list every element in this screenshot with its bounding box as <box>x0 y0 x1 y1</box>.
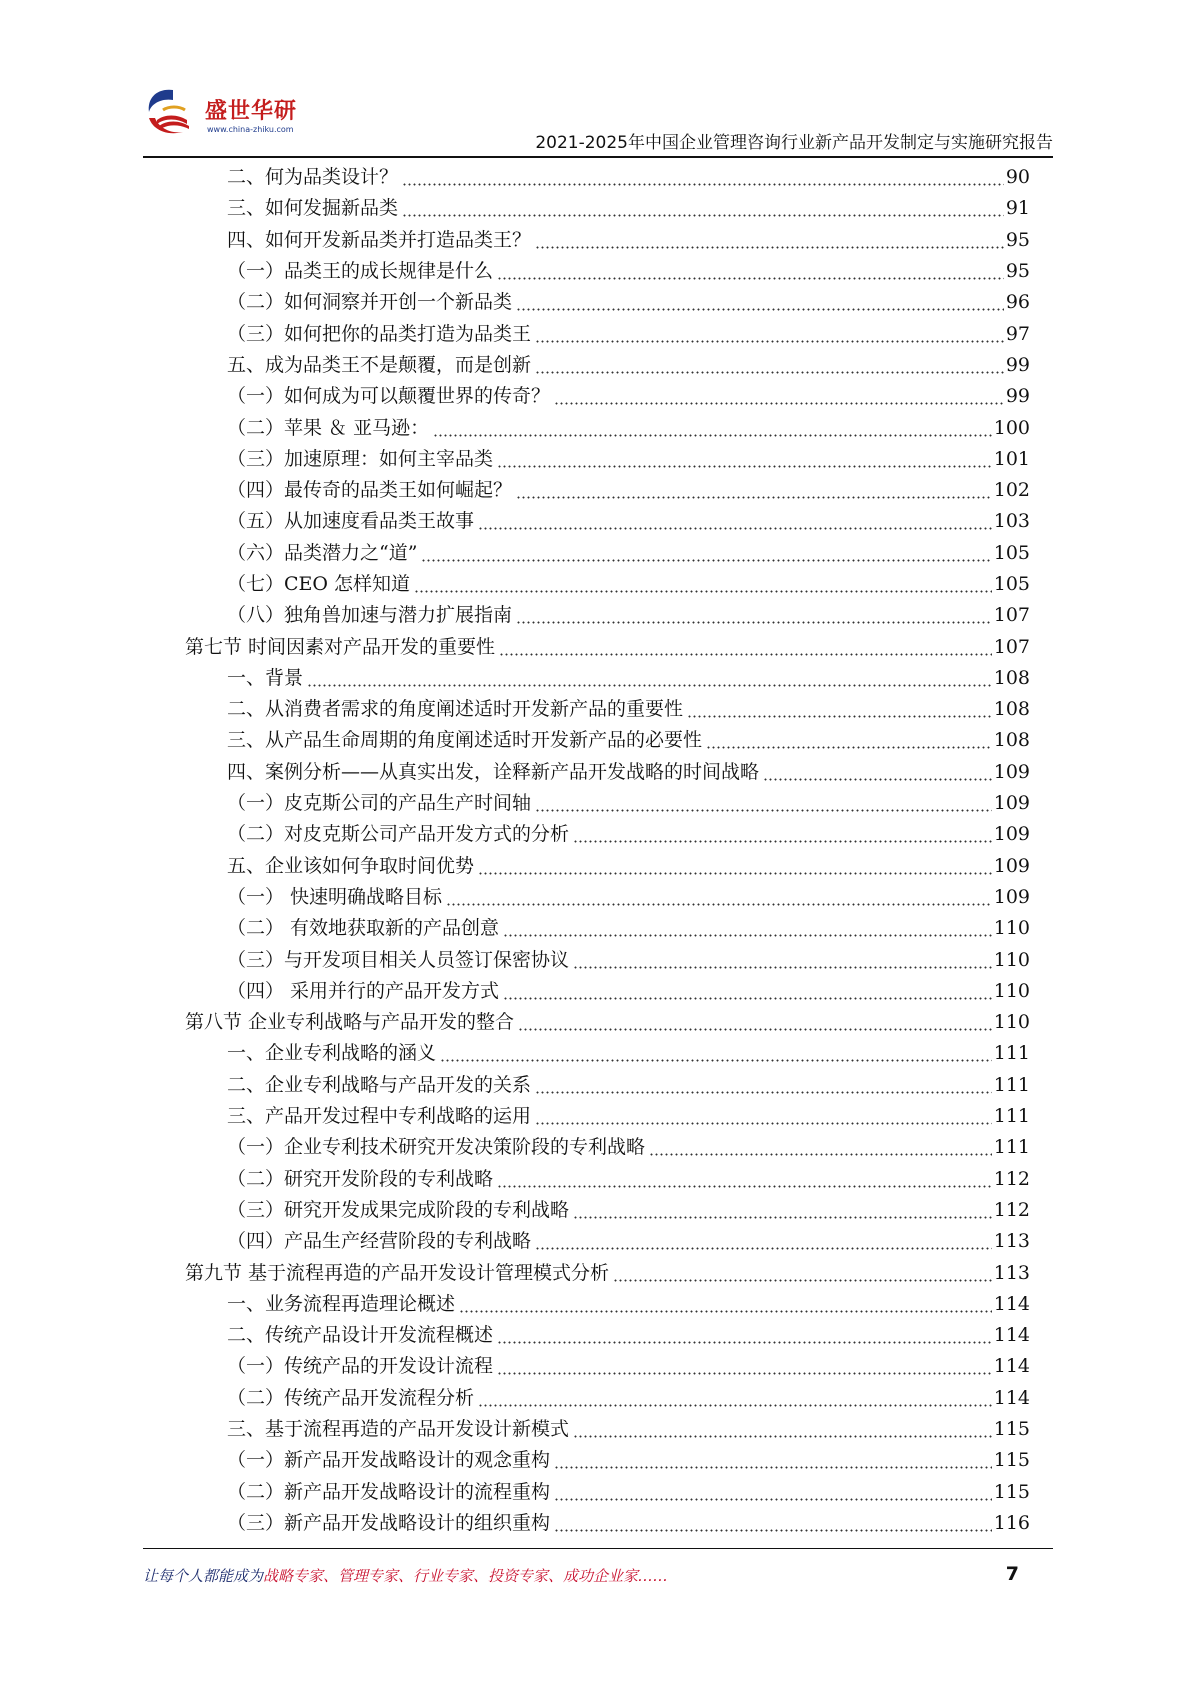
toc-entry[interactable] <box>185 444 1030 475</box>
toc-dot-leader <box>535 368 1004 376</box>
toc-entry-title: （七）CEO 怎样知道 <box>227 573 411 595</box>
toc-entry-page: 116 <box>993 1511 1030 1534</box>
toc-dot-leader <box>535 337 1004 345</box>
toc-entry[interactable] <box>185 913 1030 944</box>
toc-dot-leader <box>516 619 992 627</box>
logo-url: www.china-zhiku.com <box>207 125 294 134</box>
toc-entry-page: 105 <box>993 573 1030 595</box>
toc-entry-page: 110 <box>993 948 1030 971</box>
toc-entry-title: 三、从产品生命周期的角度阐述适时开发新产品的必要性 <box>227 729 703 752</box>
toc-entry-title: 二、传统产品设计开发流程概述 <box>227 1324 494 1347</box>
toc-entry[interactable] <box>185 1257 1030 1288</box>
toc-dot-leader <box>687 713 992 721</box>
toc-entry-page: 115 <box>993 1480 1030 1503</box>
toc-entry-page: 110 <box>993 917 1030 940</box>
toc-entry-page: 95 <box>1005 228 1030 251</box>
toc-dot-leader <box>573 1213 992 1221</box>
toc-entry-title: （一）如何成为可以颠覆世界的传奇？ <box>227 385 551 408</box>
toc-entry[interactable] <box>185 318 1030 349</box>
toc-entry-title: （六）品类潜力之“道” <box>227 541 418 564</box>
toc-entry[interactable] <box>185 412 1030 443</box>
toc-entry-page: 91 <box>1005 197 1030 220</box>
toc-entry-page: 112 <box>993 1198 1030 1221</box>
toc-entry[interactable] <box>185 882 1030 913</box>
toc-entry-page: 99 <box>1005 353 1030 376</box>
toc-entry-page: 102 <box>993 479 1030 502</box>
toc-entry-title: 五、企业该如何争取时间优势 <box>227 854 475 877</box>
toc-entry-title: （四） 采用并行的产品开发方式 <box>227 979 500 1002</box>
toc-dot-leader <box>414 588 992 596</box>
toc-entry[interactable] <box>185 506 1030 537</box>
toc-dot-leader <box>613 1276 992 1284</box>
toc-dot-leader <box>649 1151 992 1159</box>
toc-dot-leader <box>478 1401 992 1409</box>
footer-slogan-prefix: 让每个人都能成为 <box>143 1567 264 1585</box>
toc-entry-title: （二）对皮克斯公司产品开发方式的分析 <box>227 823 570 846</box>
toc-entry-title: （五）从加速度看品类王故事 <box>227 510 475 533</box>
toc-dot-leader <box>497 1182 992 1190</box>
toc-dot-leader <box>535 1245 992 1253</box>
page-header <box>143 78 1053 160</box>
toc-dot-leader <box>497 1339 992 1347</box>
toc-entry-page: 113 <box>993 1261 1030 1284</box>
toc-entry[interactable] <box>185 193 1030 224</box>
toc-entry-page: 109 <box>993 760 1030 783</box>
toc-entry-page: 96 <box>1005 291 1030 314</box>
toc-dot-leader <box>497 275 1004 283</box>
toc-dot-leader <box>554 1495 992 1503</box>
toc-entry-page: 111 <box>993 1136 1030 1159</box>
toc-entry[interactable] <box>185 1383 1030 1414</box>
toc-entry-title: （四）最传奇的品类王如何崛起？ <box>227 479 513 502</box>
page-number: 7 <box>1005 1563 1019 1585</box>
toc-entry[interactable] <box>185 1476 1030 1507</box>
toc-entry-title: （四）产品生产经营阶段的专利战略 <box>227 1230 532 1253</box>
toc-entry[interactable] <box>185 851 1030 882</box>
toc-entry-title: 第八节 企业专利战略与产品开发的整合 <box>185 1011 515 1034</box>
toc-dot-leader <box>440 1057 992 1065</box>
toc-entry-page: 100 <box>993 416 1030 439</box>
toc-entry-page: 114 <box>993 1324 1030 1347</box>
toc-entry[interactable] <box>185 1164 1030 1195</box>
report-title: 2021-2025年中国企业管理咨询行业新产品开发制定与实施研究报告 <box>535 133 1053 153</box>
toc-entry-title: 一、企业专利战略的涵义 <box>227 1042 437 1065</box>
toc-dot-leader <box>446 900 992 908</box>
toc-dot-leader <box>503 932 992 940</box>
toc-entry-title: 一、背景 <box>227 666 304 689</box>
toc-entry-title: 一、业务流程再造理论概述 <box>227 1292 456 1315</box>
toc-dot-leader <box>503 994 992 1002</box>
book-swoosh-icon <box>143 84 205 144</box>
toc-entry-page: 114 <box>993 1355 1030 1378</box>
toc-entry[interactable] <box>185 694 1030 725</box>
toc-dot-leader <box>516 306 1004 314</box>
toc-dot-leader <box>497 1370 992 1378</box>
toc-entry[interactable] <box>185 1289 1030 1320</box>
toc-entry[interactable] <box>185 631 1030 662</box>
toc-entry-title: （一）皮克斯公司的产品生产时间轴 <box>227 792 532 815</box>
toc-dot-leader <box>535 1088 992 1096</box>
toc-dot-leader <box>535 1120 992 1128</box>
toc-dot-leader <box>478 525 992 533</box>
toc-entry-title: （八）独角兽加速与潜力扩展指南 <box>227 604 513 627</box>
toc-entry-title: （一）企业专利技术研究开发决策阶段的专利战略 <box>227 1136 646 1159</box>
toc-entry-page: 112 <box>993 1167 1030 1190</box>
page-footer <box>143 1565 1053 1595</box>
toc-entry[interactable] <box>185 1038 1030 1069</box>
toc-entry[interactable] <box>185 757 1030 788</box>
toc-entry-page: 114 <box>993 1292 1030 1315</box>
toc-entry-title: 二、企业专利战略与产品开发的关系 <box>227 1073 532 1096</box>
toc-entry-title: （一）品类王的成长规律是什么 <box>227 260 494 283</box>
toc-entry[interactable] <box>185 976 1030 1007</box>
toc-entry-title: （一） 快速明确战略目标 <box>227 885 443 908</box>
toc-entry-title: （三）如何把你的品类打造为品类王 <box>227 322 532 345</box>
toc-entry-title: 五、成为品类王不是颠覆，而是创新 <box>227 353 532 376</box>
header-divider <box>143 156 1053 158</box>
toc-entry[interactable] <box>185 1445 1030 1476</box>
toc-entry[interactable] <box>185 944 1030 975</box>
toc-entry[interactable] <box>185 1195 1030 1226</box>
toc-entry-page: 109 <box>993 792 1030 815</box>
toc-entry-page: 107 <box>993 604 1030 627</box>
toc-entry[interactable] <box>185 1226 1030 1257</box>
toc-entry-title: （二）新产品开发战略设计的流程重构 <box>227 1480 551 1503</box>
toc-entry-title: 二、何为品类设计？ <box>227 166 399 189</box>
toc-dot-leader <box>402 212 1004 220</box>
toc-entry-title: （二）研究开发阶段的专利战略 <box>227 1167 494 1190</box>
toc-entry-page: 109 <box>993 885 1030 908</box>
toc-dot-leader <box>535 243 1004 251</box>
toc-dot-leader <box>402 181 1004 189</box>
toc-entry-title: （三）新产品开发战略设计的组织重构 <box>227 1511 551 1534</box>
footer-divider <box>143 1548 1053 1549</box>
toc-dot-leader <box>421 556 991 564</box>
toc-entry-page: 90 <box>1005 166 1030 189</box>
toc-entry-page: 111 <box>993 1042 1030 1065</box>
toc-entry[interactable] <box>185 350 1030 381</box>
toc-entry[interactable] <box>185 663 1030 694</box>
toc-dot-leader <box>518 1026 992 1034</box>
toc-dot-leader <box>497 462 992 470</box>
toc-entry[interactable] <box>185 162 1030 193</box>
toc-entry[interactable] <box>185 1007 1030 1038</box>
toc-dot-leader <box>433 431 992 439</box>
toc-entry-title: 第七节 时间因素对产品开发的重要性 <box>185 635 496 658</box>
toc-entry-title: 二、从消费者需求的角度阐述适时开发新产品的重要性 <box>227 698 684 721</box>
toc-entry-title: 第九节 基于流程再造的产品开发设计管理模式分析 <box>185 1261 610 1284</box>
toc-entry-page: 109 <box>993 823 1030 846</box>
toc-dot-leader <box>307 681 992 689</box>
toc-entry-title: 四、如何开发新品类并打造品类王？ <box>227 228 532 251</box>
toc-entry[interactable] <box>185 1132 1030 1163</box>
toc-entry-title: （二） 有效地获取新的产品创意 <box>227 917 500 940</box>
toc-entry-page: 97 <box>1005 322 1030 345</box>
toc-entry-page: 105 <box>993 541 1030 564</box>
toc-entry-page: 103 <box>993 510 1030 533</box>
toc-entry[interactable] <box>185 819 1030 850</box>
toc-entry-page: 108 <box>993 698 1030 721</box>
toc-dot-leader <box>573 838 992 846</box>
toc-entry[interactable] <box>185 1101 1030 1132</box>
toc-entry-title: （二）苹果 ＆ 亚马逊： <box>227 416 430 439</box>
toc-entry[interactable] <box>185 538 1030 569</box>
table-of-contents <box>185 162 1030 1539</box>
toc-entry-page: 110 <box>993 979 1030 1002</box>
toc-entry[interactable] <box>185 287 1030 318</box>
toc-entry-title: （二）如何洞察并开创一个新品类 <box>227 291 513 314</box>
toc-entry[interactable] <box>185 788 1030 819</box>
toc-dot-leader <box>554 1526 992 1534</box>
toc-dot-leader <box>573 1433 992 1441</box>
toc-entry-title: 三、基于流程再造的产品开发设计新模式 <box>227 1418 570 1441</box>
toc-entry[interactable] <box>185 600 1030 631</box>
toc-entry-page: 115 <box>993 1418 1030 1441</box>
toc-entry-title: （一）新产品开发战略设计的观念重构 <box>227 1449 551 1472</box>
toc-entry-page: 108 <box>993 666 1030 689</box>
toc-entry[interactable] <box>185 569 1030 600</box>
toc-entry-title: 三、产品开发过程中专利战略的运用 <box>227 1105 532 1128</box>
toc-dot-leader <box>459 1307 992 1315</box>
toc-entry-page: 111 <box>993 1105 1030 1128</box>
toc-entry-title: （三）加速原理：如何主宰品类 <box>227 447 494 470</box>
toc-entry-page: 113 <box>993 1230 1030 1253</box>
toc-dot-leader <box>478 869 992 877</box>
footer-slogan-highlight: 战略专家、管理专家、行业专家、投资专家、成功企业家…… <box>263 1567 669 1585</box>
toc-dot-leader <box>763 775 992 783</box>
toc-entry-page: 95 <box>1005 260 1030 283</box>
toc-entry[interactable] <box>185 725 1030 756</box>
toc-entry-page: 101 <box>993 447 1030 470</box>
toc-dot-leader <box>573 963 992 971</box>
toc-entry[interactable] <box>185 1508 1030 1539</box>
toc-entry[interactable] <box>185 256 1030 287</box>
toc-entry-page: 115 <box>993 1449 1030 1472</box>
toc-entry[interactable] <box>185 225 1030 256</box>
toc-entry-title: （一）传统产品的开发设计流程 <box>227 1355 494 1378</box>
toc-dot-leader <box>499 650 992 658</box>
toc-entry-title: （二）传统产品开发流程分析 <box>227 1386 475 1409</box>
toc-entry-page: 99 <box>1005 385 1030 408</box>
company-logo <box>143 84 313 146</box>
toc-entry-page: 111 <box>993 1073 1030 1096</box>
toc-entry[interactable] <box>185 1070 1030 1101</box>
toc-entry[interactable] <box>185 475 1030 506</box>
toc-entry[interactable] <box>185 381 1030 412</box>
toc-entry[interactable] <box>185 1351 1030 1382</box>
toc-dot-leader <box>706 744 992 752</box>
toc-entry[interactable] <box>185 1320 1030 1351</box>
toc-dot-leader <box>535 807 992 815</box>
toc-dot-leader <box>554 1464 992 1472</box>
logo-name: 盛世华研 <box>205 99 298 124</box>
toc-entry-title: （三）与开发项目相关人员签订保密协议 <box>227 948 570 971</box>
toc-entry-title: （三）研究开发成果完成阶段的专利战略 <box>227 1198 570 1221</box>
toc-entry-title: 四、案例分析——从真实出发，诠释新产品开发战略的时间战略 <box>227 760 760 783</box>
toc-entry-page: 110 <box>993 1011 1030 1034</box>
toc-entry-page: 107 <box>993 635 1030 658</box>
toc-dot-leader <box>516 494 992 502</box>
toc-entry-page: 108 <box>993 729 1030 752</box>
toc-entry-page: 109 <box>993 854 1030 877</box>
toc-entry-title: 三、如何发掘新品类 <box>227 197 399 220</box>
toc-entry-page: 114 <box>993 1386 1030 1409</box>
toc-entry[interactable] <box>185 1414 1030 1445</box>
toc-dot-leader <box>554 400 1004 408</box>
